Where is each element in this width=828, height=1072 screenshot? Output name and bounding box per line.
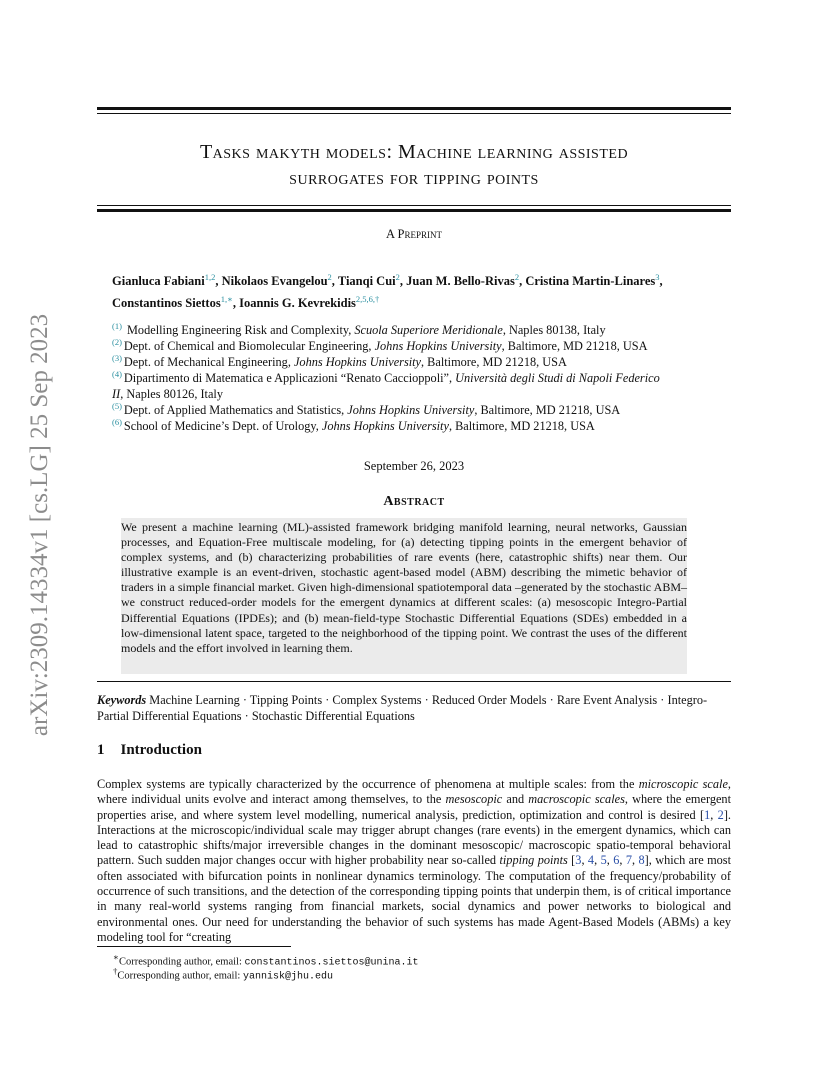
affiliation-institution: Università degli Studi di Napoli Federico II	[112, 371, 660, 402]
intro-emphasis: mesoscopic	[445, 792, 503, 807]
affiliation-4	[112, 366, 672, 402]
affiliation-text: Dept. of Mechanical Engineering,	[123, 355, 294, 370]
keyword-separator: ·	[421, 693, 432, 707]
affiliation-location: , Naples 80138, Italy	[502, 323, 606, 338]
keywords-label: Keywords	[97, 693, 147, 707]
author-name: Juan M. Bello-Rivas	[406, 274, 515, 289]
intro-text: , where the emergent properties arise, and where system level modelling, numerical analysis, prediction, optimization and control is desired [	[97, 792, 731, 822]
keyword-item: Complex Systems	[332, 693, 422, 707]
affiliation-location: , Naples 80126, Italy	[120, 387, 223, 402]
affiliation-text: Dept. of Chemical and Biomolecular Engineering,	[123, 339, 375, 354]
affiliation-location: , Baltimore, MD 21218, USA	[474, 403, 621, 418]
affiliation-institution: Johns Hopkins University	[347, 403, 475, 418]
affiliation-text: Modelling Engineering Risk and Complexity,	[127, 323, 355, 338]
keyword-item: Stochastic Differential Equations	[251, 708, 415, 723]
intro-text: and	[502, 792, 529, 807]
footnote-mark: ∗	[113, 952, 119, 962]
keywords-list	[97, 693, 707, 723]
title-bottom-rule-thin	[97, 205, 731, 206]
email-link[interactable]: constantinos.siettos@unina.it	[244, 957, 419, 969]
citation-link[interactable]: 3	[575, 853, 582, 868]
keyword-item: Machine Learning	[149, 693, 240, 707]
affiliation-6	[112, 414, 712, 434]
affiliation-mark: (6)	[112, 417, 122, 427]
intro-text: [	[567, 853, 576, 868]
affiliation-institution: Johns Hopkins University	[321, 419, 449, 434]
author-affil-mark: 2	[395, 272, 400, 282]
citation-link[interactable]: 7	[625, 853, 632, 868]
keyword-item: Rare Event Analysis	[556, 693, 658, 707]
keyword-separator: ·	[241, 708, 252, 723]
citation-link[interactable]: 5	[600, 853, 607, 868]
section-heading	[97, 742, 202, 759]
author-affil-mark: 3	[655, 272, 660, 282]
keyword-item: Reduced Order Models	[431, 693, 547, 707]
citation-link[interactable]: 8	[638, 853, 645, 868]
publication-date: September 26, 2023	[363, 459, 465, 473]
footnote-text: Corresponding author, email:	[118, 956, 245, 968]
keyword-separator: ·	[546, 693, 557, 707]
affiliation-text: Dipartimento di Matematica e Applicazioni “Renato Caccioppoli”,	[123, 371, 456, 386]
affiliation-text: School of Medicine’s Dept. of Urology,	[123, 419, 322, 434]
intro-emphasis: tipping points	[499, 853, 568, 868]
author-affil-mark: 2,5,6,†	[355, 294, 380, 305]
intro-text: ], which are most often associated with bifurcation points in nonlinear dynamics terminology. The computation of the frequency/probability of occurrence of such transitions, and the detection of the corresponding tipping points that underpin them, is of critical importance in many real-world systems ranging from financial markets, social dynamics and power networks to biological and environmental ones. Our need for understanding the behavior of such systems has made Agent-Based Models (ABMs) a key modeling tool for “creating	[97, 853, 731, 944]
affiliation-location: , Baltimore, MD 21218, USA	[421, 355, 567, 370]
affiliation-institution: Scuola Superiore Meridionale	[354, 323, 503, 338]
affiliation-mark: (5)	[112, 401, 122, 411]
intro-text: ]. Interactions at the microscopic/individual scale may trigger abrupt changes (rare events) in the emergent dynamics, which can lead to catastrophic shifts/major irreversible changes in the dominant mesoscopic/ macroscopic spatio-temporal behavioral pattern. Such sudden major changes occur with higher probability near so-called	[97, 807, 731, 868]
author-affil-mark: 2	[327, 272, 332, 282]
citation-link[interactable]: 6	[613, 853, 620, 868]
preprint-label: A Preprint	[386, 227, 442, 241]
affiliation-location: , Baltimore, MD 21218, USA	[448, 419, 595, 434]
footnote-rule	[97, 946, 291, 947]
author-name: Ioannis G. Kevrekidis	[239, 296, 356, 311]
footnote-mark: †	[113, 966, 118, 976]
citation-link[interactable]: 4	[587, 853, 595, 868]
author-name: Constantinos Siettos	[112, 296, 221, 311]
intro-paragraph: Complex systems are typically characterized by the occurrence of phenomena at multiple scales: from the microscopic scale, where individual units evolve and interact among themselves, to the mesoscopic and macroscopic scales, where the emergent properties arise, and where system level modelling, numerical analysis, prediction, optimization and control is desired [1, 2]. Interactions at the microscopic/individual scale may trigger abrupt changes (rare events) in the emergent dynamics, which can lead to catastrophic shifts/major irreversible changes in the dominant mesoscopic/ macroscopic spatio-temporal behavioral pattern. Such sudden major changes occur with higher probability near so-called tipping points [3, 4, 5, 6, 7, 8], which are most often associated with bifurcation points in nonlinear dynamics terminology. The computation of the frequency/probability of occurrence of such transitions, and the detection of the corresponding tipping points that underpin them, is of critical importance in many real-world systems ranging from financial markets, social dynamics and power networks to biological and environmental ones. Our need for understanding the behavior of such systems has made Agent-Based Models (ABMs) a key modeling tool for “creating	[97, 777, 731, 944]
intro-text: , where individual units evolve and interact among themselves, to the	[97, 777, 731, 807]
title-top-rule	[97, 107, 731, 110]
footnote-text: Corresponding author, email:	[117, 970, 243, 982]
intro-emphasis: microscopic scale	[638, 777, 728, 791]
author-list	[112, 268, 722, 312]
keyword-separator: ·	[657, 693, 668, 707]
author-line-2: Constantinos Siettos$^{1,∗}$, Ioannis G. Kevrekidis$^{2,5,6,\dagger}$	[112, 294, 380, 311]
affiliation-institution: Johns Hopkins University	[293, 355, 422, 370]
keyword-separator: ·	[239, 693, 250, 707]
abstract-heading: Abstract	[383, 494, 445, 509]
affiliation-location: , Baltimore, MD 21218, USA	[501, 339, 648, 354]
citation-link[interactable]: 2	[717, 807, 724, 822]
section-number: 1	[97, 742, 105, 758]
keyword-item: Tipping Points	[249, 693, 323, 707]
section-title: Introduction	[120, 742, 202, 758]
keywords	[97, 693, 731, 724]
affiliation-mark: (2)	[112, 337, 122, 347]
author-line-1: Gianluca Fabiani$^{1,2}$, Nikolaos Evangelou$^2$, Tianqi Cui$^2$, Juan M. Bello-Rivas$^2$, Cristina Martin-Linares$^3$,	[112, 272, 663, 289]
title-bottom-rule	[97, 209, 731, 212]
author-affil-mark: 2	[514, 272, 520, 282]
title-top-rule-thin	[97, 113, 731, 114]
citation-link[interactable]: 1	[704, 807, 711, 822]
email-link[interactable]: yannisk@jhu.edu	[242, 971, 333, 983]
keyword-separator: ·	[322, 693, 333, 707]
intro-text: Complex systems are typically characterized by the occurrence of phenomena at multiple scales: from the	[97, 777, 639, 791]
keywords-rule	[97, 681, 731, 682]
affiliation-mark: (3)	[112, 353, 122, 363]
keyword-item: Integro-Partial Differential Equations	[97, 693, 708, 723]
paper-title-line-1: Tasks makyth models: Machine learning assisted	[199, 141, 629, 163]
paper-title-line-2: surrogates for tipping points	[289, 167, 539, 189]
author-name: Nikolaos Evangelou	[221, 274, 328, 289]
intro-emphasis: macroscopic scales	[528, 792, 625, 807]
affiliation-institution: Johns Hopkins University	[374, 339, 502, 354]
author-name: Gianluca Fabiani	[112, 274, 205, 289]
author-name: Tianqi Cui	[337, 274, 396, 289]
affiliation-text: Dept. of Applied Mathematics and Statistics,	[123, 403, 348, 418]
affiliation-mark: (4)	[112, 369, 122, 379]
author-affil-mark: 1,2	[204, 272, 216, 282]
affiliation-mark: (1)	[112, 321, 122, 331]
author-affil-mark: 1,∗	[220, 294, 233, 305]
author-name: Cristina Martin-Linares	[525, 274, 656, 289]
abstract-body: We present a machine learning (ML)-assisted framework bridging manifold learning, neural networks, Gaussian processes, and Equation-Free multiscale modeling, for (a) detecting tipping points in the emergent behavior of complex systems, and (b) characterizing probabilities of rare events (here, catastrophic shifts) near them. Our illustrative example is an event-driven, stochastic agent-based model (ABM) describing the mimetic behavior of traders in a simple financial market. Given high-dimensional spatiotemporal data –generated by the stochastic ABM– we construct reduced-order models for the emergent dynamics at different scales: (a) mesoscopic Integro-Partial Differential Equations (IPDEs); and (b) mean-field-type Stochastic Differential Equations (SDEs) embedded in a low-dimensional latent space, targeted to the neighborhood of the tipping point. We contrast the uses of the different models and the effort involved in learning them.	[121, 518, 687, 674]
arxiv-stamp	[20, 290, 60, 760]
footnote-2	[113, 964, 333, 985]
arxiv-stamp-text: arXiv:2309.14334v1 [cs.LG] 25 Sep 2023	[26, 313, 53, 737]
